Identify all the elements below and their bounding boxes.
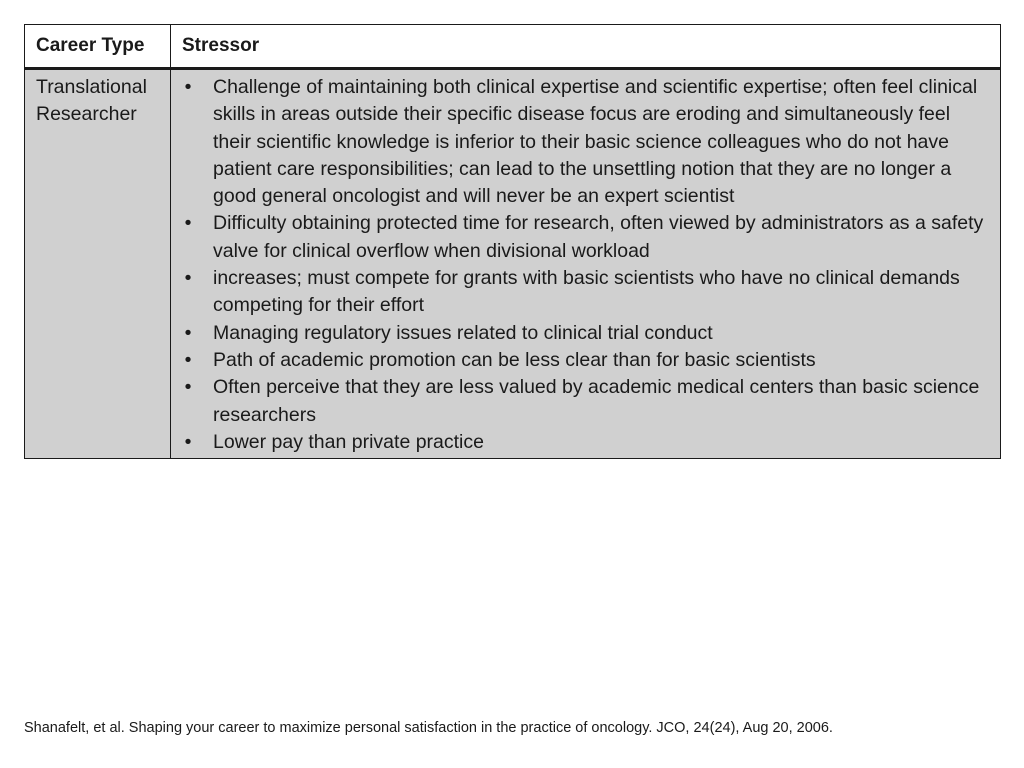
bullet-icon: •: [184, 212, 192, 235]
header-career-type: Career Type: [25, 25, 171, 69]
header-stressor: Stressor: [171, 25, 1001, 69]
stressor-list: [181, 74, 992, 456]
stressor-text: Challenge of maintaining both clinical expertise and scientific expertise; often feel clinical skills in areas outside their specific disease focus are eroding and simultaneously feel their scientific knowledge is inferior to their basic science colleagues who do not have patient care responsibilities; can lead to the unsettling notion that they are no longer a good general oncologist and will never be an expert scientist: [213, 76, 978, 208]
citation: Shanafelt, et al. Shaping your career to maximize personal satisfaction in the practice of oncology. JCO, 24(24), Aug 20, 2006.: [24, 720, 833, 736]
list-item: [181, 347, 992, 374]
bullet-icon: •: [184, 348, 192, 371]
bullet-icon: •: [184, 321, 192, 344]
stressor-text: increases; must compete for grants with basic scientists who have no clinical demands competing for their effort: [213, 267, 960, 317]
stressor-table: [24, 24, 1001, 459]
list-item: [181, 320, 992, 347]
stressor-cell: [171, 69, 1001, 459]
list-item: [181, 374, 992, 429]
career-type-cell: Translational Researcher: [25, 69, 171, 459]
stressor-text: Managing regulatory issues related to clinical trial conduct: [213, 321, 713, 344]
table-row: [25, 69, 1001, 459]
stressor-text: Difficulty obtaining protected time for research, often viewed by administrators as a safety valve for clinical overflow when divisional workload: [213, 212, 984, 262]
stressor-text: Lower pay than private practice: [213, 430, 484, 453]
bullet-icon: •: [184, 376, 192, 399]
list-item: [181, 429, 992, 456]
list-item: [181, 210, 992, 265]
stressor-text: Often perceive that they are less valued by academic medical centers than basic science researchers: [213, 376, 980, 426]
bullet-icon: •: [184, 76, 192, 98]
list-item: [181, 74, 992, 210]
list-item: [181, 265, 992, 320]
stressor-text: Path of academic promotion can be less clear than for basic scientists: [213, 348, 816, 371]
table-header-row: [25, 25, 1001, 69]
bullet-icon: •: [184, 267, 192, 290]
bullet-icon: •: [184, 430, 192, 453]
